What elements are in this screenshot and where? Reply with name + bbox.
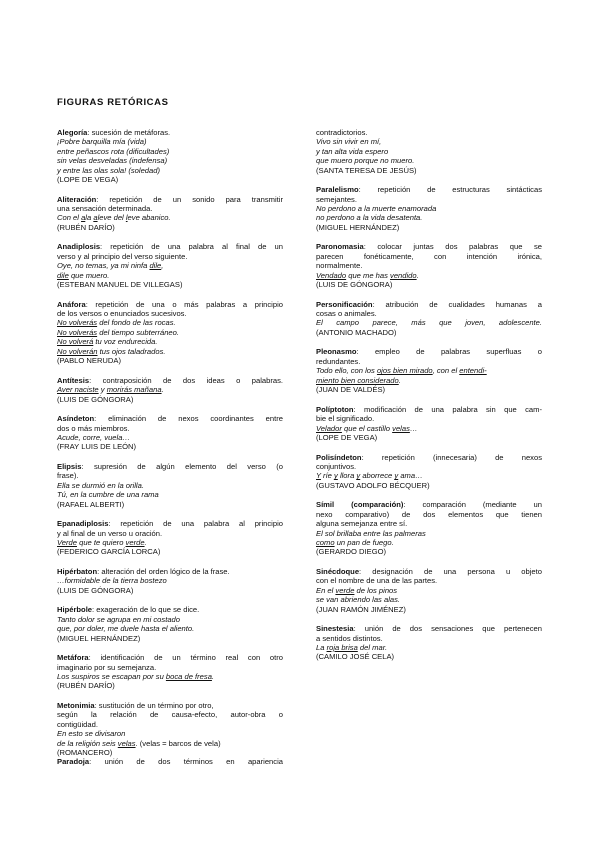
example-text: de los pinos bbox=[354, 585, 398, 595]
example-line bbox=[57, 615, 283, 624]
example-line bbox=[57, 166, 283, 175]
figure-term: Símil (comparación) bbox=[316, 500, 404, 510]
definition-line bbox=[57, 462, 283, 471]
definition-line bbox=[57, 757, 283, 766]
figure-term: Elipsis bbox=[57, 461, 82, 471]
example-text: Todo ello, con los bbox=[316, 366, 377, 376]
example-text: El sol brillaba entre las palmeras bbox=[316, 528, 426, 538]
definition-line bbox=[316, 462, 542, 471]
example-line bbox=[316, 376, 542, 385]
figure-term: Sinécdoque bbox=[316, 566, 360, 576]
definition-text: : identificación de un término real con otro bbox=[88, 653, 283, 663]
definition-text: : sucesión de metáforas. bbox=[87, 128, 171, 137]
underlined-word: morirás mañana bbox=[106, 385, 162, 395]
example-line bbox=[57, 672, 283, 681]
right-column bbox=[316, 128, 542, 672]
definition-line bbox=[57, 195, 283, 204]
definition-text: : repetición de estructuras sintácticas bbox=[358, 185, 542, 195]
definition-text: cosas o animales. bbox=[316, 309, 377, 319]
figure-entry bbox=[316, 453, 542, 491]
author-citation: (SANTA TERESA DE JESÚS) bbox=[316, 165, 417, 175]
author-citation: (GUSTAVO ADOLFO BÉCQUER) bbox=[316, 480, 430, 490]
definition-text: imaginario por su semejanza. bbox=[57, 662, 157, 672]
underlined-word: verde bbox=[335, 585, 355, 595]
definition-line bbox=[316, 347, 542, 356]
figure-entry bbox=[316, 185, 542, 232]
definition-line bbox=[316, 519, 542, 528]
example-line bbox=[316, 137, 542, 146]
definition-line bbox=[57, 376, 283, 385]
definition-line bbox=[57, 605, 283, 614]
definition-line bbox=[57, 204, 283, 213]
example-text: ama… bbox=[398, 471, 423, 481]
example-text: . bbox=[144, 537, 147, 547]
definition-line bbox=[316, 261, 542, 270]
figure-entry bbox=[57, 519, 283, 557]
underlined-word: Velador bbox=[316, 423, 342, 433]
example-text: Tanto dolor se agrupa en mi costado bbox=[57, 614, 180, 624]
example-line bbox=[57, 147, 283, 156]
underlined-word: a bbox=[81, 213, 86, 223]
example-text: tus ojos taladrados. bbox=[97, 346, 166, 356]
underlined-word: Vendado bbox=[316, 270, 347, 280]
example-line bbox=[57, 490, 283, 499]
example-line bbox=[316, 538, 542, 547]
example-line bbox=[57, 271, 283, 280]
example-line bbox=[316, 366, 542, 375]
definition-text: : empleo de palabras superfluas o bbox=[356, 347, 542, 357]
author-citation: (PABLO NERUDA) bbox=[57, 356, 121, 366]
underlined-word: a bbox=[93, 213, 98, 223]
definition-text: dos o más miembros. bbox=[57, 423, 130, 433]
definition-text: : unión de dos sensaciones que pertenecen bbox=[353, 624, 542, 634]
example-text: Con el bbox=[57, 213, 82, 223]
underlined-word: como bbox=[316, 537, 335, 547]
example-line bbox=[316, 643, 542, 652]
figure-entry bbox=[57, 195, 283, 233]
example-line bbox=[57, 347, 283, 356]
example-line bbox=[57, 328, 283, 337]
definition-text: : atribución de cualidades humanas a bbox=[372, 299, 542, 309]
author-citation: (LUIS DE GÓNGORA) bbox=[316, 280, 393, 290]
figure-term: Políptoton bbox=[316, 404, 354, 414]
definition-text: : designación de una persona u objeto bbox=[359, 566, 542, 576]
definition-line bbox=[316, 242, 542, 251]
definition-line bbox=[57, 519, 283, 528]
definition-line bbox=[57, 529, 283, 538]
underlined-word: No volverás bbox=[57, 318, 98, 328]
example-text: Tú, en la cumbre de una rama bbox=[57, 490, 159, 500]
figure-term: Epanadiplosis bbox=[57, 519, 109, 529]
definition-line bbox=[57, 414, 283, 423]
author-citation: (ESTEBAN MANUEL DE VILLEGAS) bbox=[57, 280, 183, 290]
example-line bbox=[316, 213, 542, 222]
definition-text: a sentidos distintos. bbox=[316, 633, 383, 643]
definition-line bbox=[57, 252, 283, 261]
figure-entry bbox=[57, 242, 283, 289]
example-line bbox=[57, 538, 283, 547]
example-line bbox=[57, 213, 283, 222]
example-line bbox=[57, 385, 283, 394]
definition-line bbox=[57, 567, 283, 576]
example-text: entre peñascos rota (dificultades) bbox=[57, 146, 170, 156]
definition-text: : unión de dos términos en apariencia bbox=[89, 757, 283, 767]
left-column bbox=[57, 128, 283, 777]
figure-term: Metonimia bbox=[57, 700, 95, 710]
figure-entry bbox=[57, 757, 283, 766]
figure-term: Paronomasia bbox=[316, 242, 364, 252]
example-text: . bbox=[398, 375, 401, 385]
definition-line bbox=[316, 300, 542, 309]
underlined-word: y bbox=[394, 471, 399, 481]
example-text: no perdono a la vida desatenta. bbox=[316, 213, 423, 223]
definition-line bbox=[316, 634, 542, 643]
figure-term: Paradoja bbox=[57, 757, 90, 767]
underlined-word: No volverás bbox=[57, 327, 98, 337]
example-line bbox=[57, 739, 283, 748]
author-citation: (LOPE DE VEGA) bbox=[316, 432, 378, 442]
example-text: del tiempo subterráneo. bbox=[97, 327, 179, 337]
example-text: Acude, corre, vuela… bbox=[57, 432, 131, 442]
example-text: No perdono a la muerte enamorada bbox=[316, 204, 437, 214]
definition-line bbox=[57, 663, 283, 672]
example-text: . bbox=[211, 671, 215, 681]
figure-term: Paralelismo bbox=[316, 185, 359, 195]
author-citation: (RAFAEL ALBERTI) bbox=[57, 499, 125, 509]
underlined-word: verde bbox=[125, 537, 145, 547]
example-text: que, por doler, me duele hasta el aliento. bbox=[57, 624, 195, 634]
author-citation: (FEDERICO GARCÍA LORCA) bbox=[57, 547, 161, 557]
definition-text: : colocar juntas dos palabras que se bbox=[363, 242, 542, 252]
page-title: FIGURAS RETÓRICAS bbox=[57, 97, 169, 108]
definition-text: parecen fonéticamente, con intención irónica, bbox=[316, 251, 542, 261]
definition-line bbox=[57, 424, 283, 433]
example-text: aborrece bbox=[360, 471, 395, 481]
underlined-word: Verde bbox=[57, 537, 77, 547]
example-text: Los suspiros se escapan por su bbox=[57, 671, 166, 681]
definition-line bbox=[316, 453, 542, 462]
underlined-word: dile bbox=[57, 270, 69, 280]
example-text: En el bbox=[316, 585, 336, 595]
example-text: de la religión seis bbox=[57, 738, 118, 748]
definition-line bbox=[316, 405, 542, 414]
example-text: que me has bbox=[346, 270, 391, 280]
figure-entry bbox=[316, 500, 542, 556]
author-citation: (LUIS DE GÓNGORA) bbox=[57, 394, 134, 404]
definition-line bbox=[316, 195, 542, 204]
author-citation: (JUAN RAMÓN JIMÉNEZ) bbox=[316, 604, 406, 614]
author-citation: (FRAY LUIS DE LEÓN) bbox=[57, 442, 137, 452]
definition-line bbox=[57, 300, 283, 309]
example-line bbox=[57, 261, 283, 270]
example-line bbox=[57, 624, 283, 633]
underlined-word: entendi- bbox=[459, 366, 487, 376]
figure-term: Metáfora bbox=[57, 653, 89, 663]
example-text: ¡Pobre barquilla mía (vida) bbox=[57, 137, 147, 147]
definition-line bbox=[57, 128, 283, 137]
figure-term: Hipérbaton bbox=[57, 566, 98, 576]
author-citation: (JUAN DE VALDÉS) bbox=[316, 385, 386, 395]
underlined-word: boca de fresa bbox=[165, 671, 212, 681]
definition-text: : contraposición de dos ideas o palabras. bbox=[89, 375, 283, 385]
example-text: . bbox=[416, 270, 419, 280]
example-text: que muero porque no muero. bbox=[316, 156, 415, 166]
example-text: del fondo de las rocas. bbox=[97, 318, 176, 328]
definition-text: y al final de un verso u oración. bbox=[57, 528, 163, 538]
definition-text: : supresión de algún elemento del verso (o bbox=[81, 461, 283, 471]
underlined-word: No volverá bbox=[57, 337, 94, 347]
figure-entry bbox=[316, 347, 542, 394]
figure-term: Anáfora bbox=[57, 299, 86, 309]
example-text: leve del bbox=[97, 213, 126, 223]
definition-text: alguna semejanza entre sí. bbox=[316, 519, 408, 529]
definition-line bbox=[57, 471, 283, 480]
example-text: y tan alta vida espero bbox=[316, 146, 389, 156]
underlined-word: Aver naciste bbox=[57, 385, 99, 395]
underlined-word: velas bbox=[117, 738, 136, 748]
example-text: llora bbox=[337, 471, 357, 481]
figure-entry bbox=[316, 300, 542, 338]
definition-line bbox=[316, 576, 542, 585]
example-text: que te quiero bbox=[76, 537, 126, 547]
definition-text: frase). bbox=[57, 471, 79, 481]
example-line bbox=[316, 586, 542, 595]
example-text: sin velas desveladas (indefensa) bbox=[57, 156, 168, 166]
example-text: un pan de fuego. bbox=[334, 537, 394, 547]
example-text: del mar. bbox=[357, 642, 388, 652]
author-citation: (MIGUEL HERNÁNDEZ) bbox=[57, 633, 141, 643]
definition-line bbox=[57, 242, 283, 251]
definition-line bbox=[316, 252, 542, 261]
example-text: … bbox=[409, 423, 418, 433]
definition-text: : sustitución de un término por otro, bbox=[94, 700, 214, 710]
example-text: Vivo sin vivir en mí, bbox=[316, 137, 382, 147]
underlined-word: velas bbox=[392, 423, 410, 433]
figure-entry bbox=[316, 405, 542, 443]
definition-line bbox=[57, 653, 283, 662]
definition-text: contradictorios. bbox=[316, 128, 368, 137]
definition-line bbox=[57, 720, 283, 729]
definition-text: : eliminación de nexos coordinantes entre bbox=[94, 414, 283, 424]
figure-term: Asíndeton bbox=[57, 414, 95, 424]
definition-line bbox=[316, 567, 542, 576]
definition-line bbox=[316, 624, 542, 633]
example-line bbox=[57, 337, 283, 346]
figure-entry bbox=[316, 128, 542, 175]
definition-text: verso y al principio del verso siguiente. bbox=[57, 251, 188, 261]
example-line bbox=[316, 147, 542, 156]
example-line bbox=[57, 576, 283, 585]
author-citation: (ANTONIO MACHADO) bbox=[316, 327, 397, 337]
example-text: la bbox=[85, 213, 94, 223]
definition-text: redundantes. bbox=[316, 356, 361, 366]
author-citation: (RUBÉN DARÍO) bbox=[57, 681, 115, 691]
example-text: y bbox=[98, 385, 107, 395]
example-line bbox=[316, 271, 542, 280]
definition-line bbox=[316, 414, 542, 423]
definition-text: de los versos o enunciados sucesivos. bbox=[57, 309, 187, 319]
definition-text: semejantes. bbox=[316, 194, 357, 204]
underlined-word: y bbox=[356, 471, 361, 481]
example-line bbox=[57, 318, 283, 327]
definition-text: con el nombre de una de las partes. bbox=[316, 576, 438, 586]
example-text: tu voz endurecida. bbox=[93, 337, 158, 347]
definition-text: : alteración del orden lógico de la frase. bbox=[97, 566, 230, 576]
figure-term: Alegoría bbox=[57, 128, 88, 137]
author-citation: (RUBÉN DARÍO) bbox=[57, 222, 115, 232]
definition-line bbox=[316, 510, 542, 519]
figure-entry bbox=[57, 605, 283, 643]
definition-text: contigüidad. bbox=[57, 719, 98, 729]
example-text: En esto se divisaron bbox=[57, 729, 126, 739]
example-text: que el castillo bbox=[341, 423, 393, 433]
underlined-word: Y bbox=[316, 471, 321, 481]
example-line bbox=[57, 156, 283, 165]
author-citation: (GERARDO DIEGO) bbox=[316, 547, 387, 557]
definition-line bbox=[57, 701, 283, 710]
example-text: ríe bbox=[320, 471, 335, 481]
underlined-word: ojos bien mirado bbox=[376, 366, 433, 376]
example-text: Ella se durmió en la orilla. bbox=[57, 480, 144, 490]
author-citation: (LUIS DE GÓNGORA) bbox=[57, 585, 134, 595]
definition-text: : repetición de una o más palabras a principio bbox=[85, 299, 283, 309]
example-text: . bbox=[161, 385, 164, 395]
definition-text: conjuntivos. bbox=[316, 461, 357, 471]
example-text: y entre las olas sola! (soledad) bbox=[57, 165, 160, 175]
underlined-word: dile bbox=[149, 261, 162, 271]
figure-entry bbox=[57, 128, 283, 184]
definition-text: : comparación (mediante un bbox=[403, 500, 542, 510]
example-text: El campo parece, más que joven, adolescente. bbox=[316, 318, 542, 328]
definition-line bbox=[57, 309, 283, 318]
definition-text: : exageración de lo que se dice. bbox=[92, 605, 200, 615]
definition-text: nexo comparativo) de dos elementos que tienen bbox=[316, 509, 542, 519]
definition-line bbox=[57, 710, 283, 719]
figure-entry bbox=[57, 376, 283, 404]
example-line bbox=[316, 156, 542, 165]
example-line bbox=[316, 424, 542, 433]
definition-line bbox=[316, 128, 542, 137]
figure-term: Polisíndeton bbox=[316, 452, 362, 462]
example-line bbox=[316, 595, 542, 604]
underlined-word: l bbox=[125, 213, 128, 223]
example-line bbox=[316, 529, 542, 538]
example-line bbox=[57, 137, 283, 146]
definition-line bbox=[316, 309, 542, 318]
definition-line bbox=[316, 357, 542, 366]
example-line bbox=[316, 471, 542, 480]
example-line bbox=[316, 204, 542, 213]
example-text: , bbox=[161, 261, 164, 271]
underlined-word: miento bien considerado bbox=[316, 375, 399, 385]
figure-term: Anadiplosis bbox=[57, 242, 101, 252]
definition-text: normalmente. bbox=[316, 261, 363, 271]
example-text: …formidable de la tierra bostezo bbox=[57, 576, 167, 586]
author-citation: (MIGUEL HERNÁNDEZ) bbox=[316, 222, 400, 232]
figure-term: Hipérbole bbox=[57, 605, 93, 615]
underlined-word: vendido bbox=[390, 270, 417, 280]
figure-entry bbox=[57, 462, 283, 509]
figure-entry bbox=[57, 701, 283, 757]
example-line bbox=[316, 318, 542, 327]
definition-text: una sensación determinada. bbox=[57, 204, 153, 214]
definition-line bbox=[316, 185, 542, 194]
definition-text: : repetición de una palabra al principio bbox=[108, 519, 283, 529]
figure-entry bbox=[316, 567, 542, 614]
figure-entry bbox=[316, 242, 542, 289]
author-citation: (CAMILO JOSÉ CELA) bbox=[316, 652, 395, 662]
figure-term: Sinestesia bbox=[316, 624, 354, 634]
underlined-word: No volverán bbox=[57, 346, 98, 356]
example-text: . bbox=[135, 738, 140, 748]
definition-line bbox=[316, 500, 542, 509]
example-text: , con el bbox=[432, 366, 460, 376]
definition-text: según la relación de causa-efecto, autor-obra o bbox=[57, 710, 283, 720]
figure-term: Pleonasmo bbox=[316, 347, 357, 357]
example-line bbox=[57, 481, 283, 490]
figure-term: Personificación bbox=[316, 299, 373, 309]
definition-text: : repetición (innecesaria) de nexos bbox=[361, 452, 542, 462]
author-citation: (ROMANCERO) bbox=[57, 748, 113, 757]
figure-term: Aliteración bbox=[57, 194, 97, 204]
figure-entry bbox=[57, 414, 283, 452]
definition-text: bie el significado. bbox=[316, 414, 375, 424]
author-citation: (LOPE DE VEGA) bbox=[57, 175, 119, 185]
underlined-word: roja brisa bbox=[326, 642, 358, 652]
example-line bbox=[57, 729, 283, 738]
example-text: Oye, no temas, ya mi ninfa bbox=[57, 261, 150, 271]
example-text: que muero. bbox=[68, 270, 110, 280]
figure-entry bbox=[57, 653, 283, 691]
example-text: se van abriendo las alas. bbox=[316, 595, 401, 605]
definition-text: : repetición de una palabra al final de un bbox=[100, 242, 283, 252]
figure-term: Antítesis bbox=[57, 375, 90, 385]
example-text: La bbox=[316, 642, 327, 652]
underlined-word: y bbox=[334, 471, 338, 481]
definition-text: : repetición de un sonido para transmitir bbox=[96, 194, 283, 204]
figure-entry bbox=[57, 300, 283, 366]
example-line bbox=[57, 433, 283, 442]
example-text: eve abanico. bbox=[127, 213, 171, 223]
definition-text: : modificación de una palabra sin que cam- bbox=[353, 404, 542, 414]
figure-entry bbox=[57, 567, 283, 595]
figure-entry bbox=[316, 624, 542, 662]
example-text: (velas = barcos de vela) bbox=[139, 738, 221, 748]
